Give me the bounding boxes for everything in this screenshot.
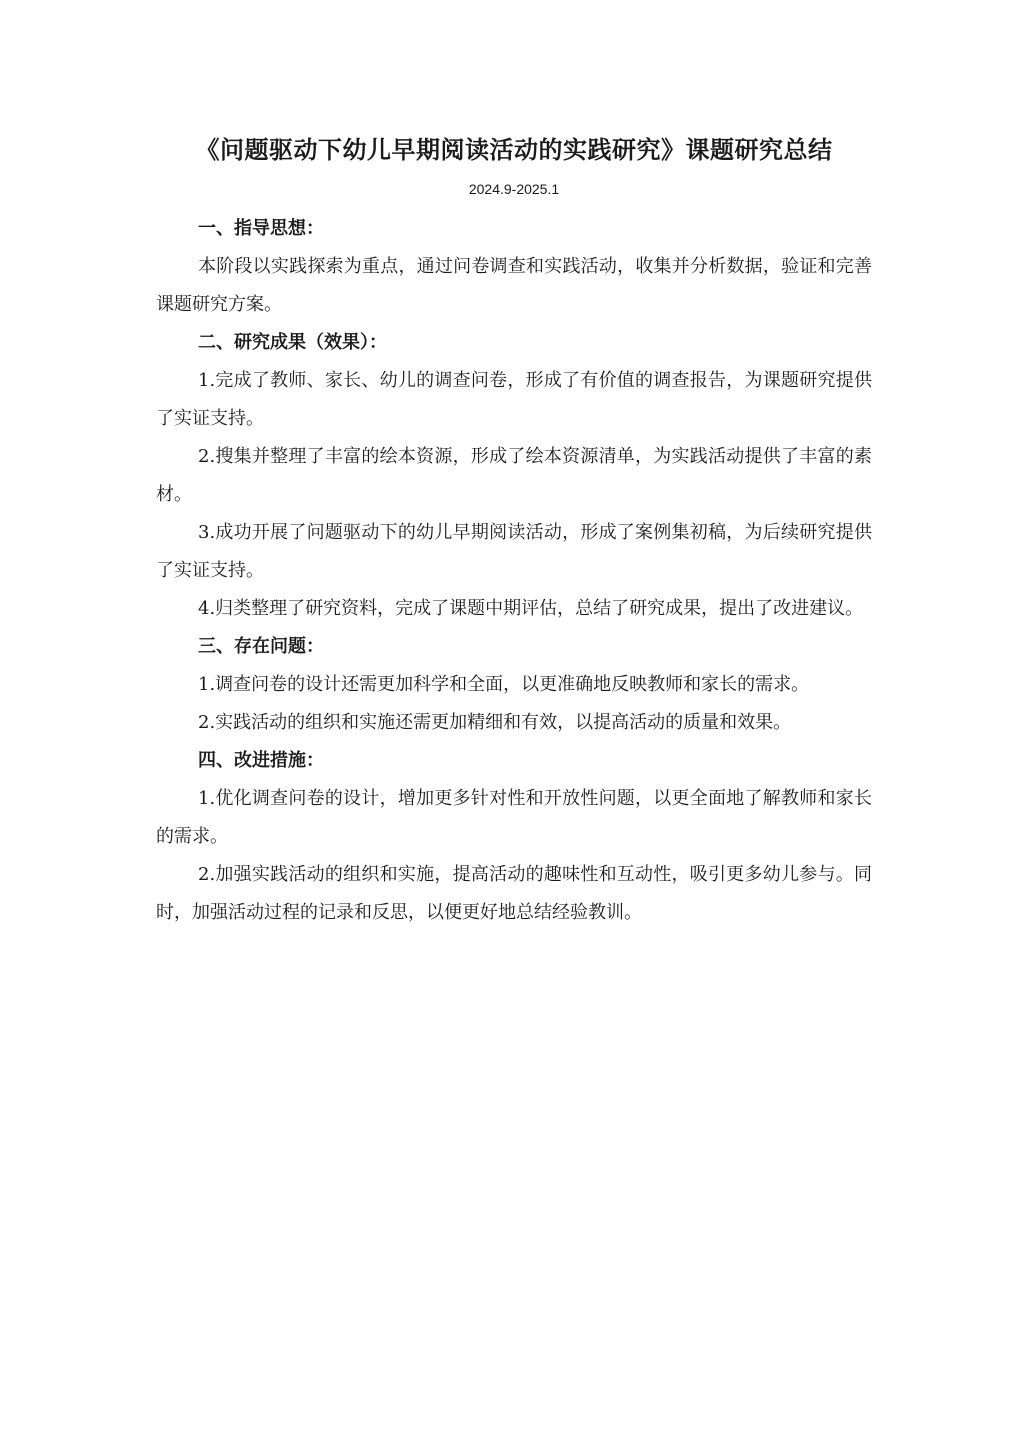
document-page <box>156 128 872 932</box>
section-heading: 二、研究成果（效果）： <box>198 332 387 353</box>
section-paragraph: 4.归类整理了研究资料，完成了课题中期评估，总结了研究成果，提出了改进建议。 <box>198 598 864 619</box>
section-heading: 一、指导思想： <box>198 218 324 239</box>
section-improvement-measures <box>156 742 872 932</box>
section-research-results <box>156 324 872 628</box>
section-paragraph: 1.调查问卷的设计还需更加科学和全面，以更准确地反映教师和家长的需求。 <box>198 674 810 695</box>
document-date: 2024.9-2025.1 <box>468 181 560 197</box>
section-paragraph: 2.实践活动的组织和实施还需更加精细和有效，以提高活动的质量和效果。 <box>198 712 792 733</box>
section-paragraph: 本阶段以实践探索为重点，通过问卷调查和实践活动，收集并分析数据，验证和完善课题研究方案。 <box>156 256 872 315</box>
section-paragraph: 1.完成了教师、家长、幼儿的调查问卷，形成了有价值的调查报告，为课题研究提供了实证支持。 <box>156 370 872 429</box>
document-title: 《问题驱动下幼儿早期阅读活动的实践研究》课题研究总结 <box>195 135 833 164</box>
section-heading: 三、存在问题： <box>198 636 324 657</box>
section-paragraph: 1.优化调查问卷的设计，增加更多针对性和开放性问题，以更全面地了解教师和家长的需求。 <box>156 788 872 847</box>
section-paragraph: 2.加强实践活动的组织和实施，提高活动的趣味性和互动性，吸引更多幼儿参与。同时，加强活动过程的记录和反思，以便更好地总结经验教训。 <box>156 864 872 923</box>
section-paragraph: 2.搜集并整理了丰富的绘本资源，形成了绘本资源清单，为实践活动提供了丰富的素材。 <box>156 446 872 505</box>
section-guiding-thought <box>156 210 872 324</box>
section-existing-problems <box>156 628 872 742</box>
section-heading: 四、改进措施： <box>198 750 324 771</box>
section-paragraph: 3.成功开展了问题驱动下的幼儿早期阅读活动，形成了案例集初稿，为后续研究提供了实证支持。 <box>156 522 872 581</box>
